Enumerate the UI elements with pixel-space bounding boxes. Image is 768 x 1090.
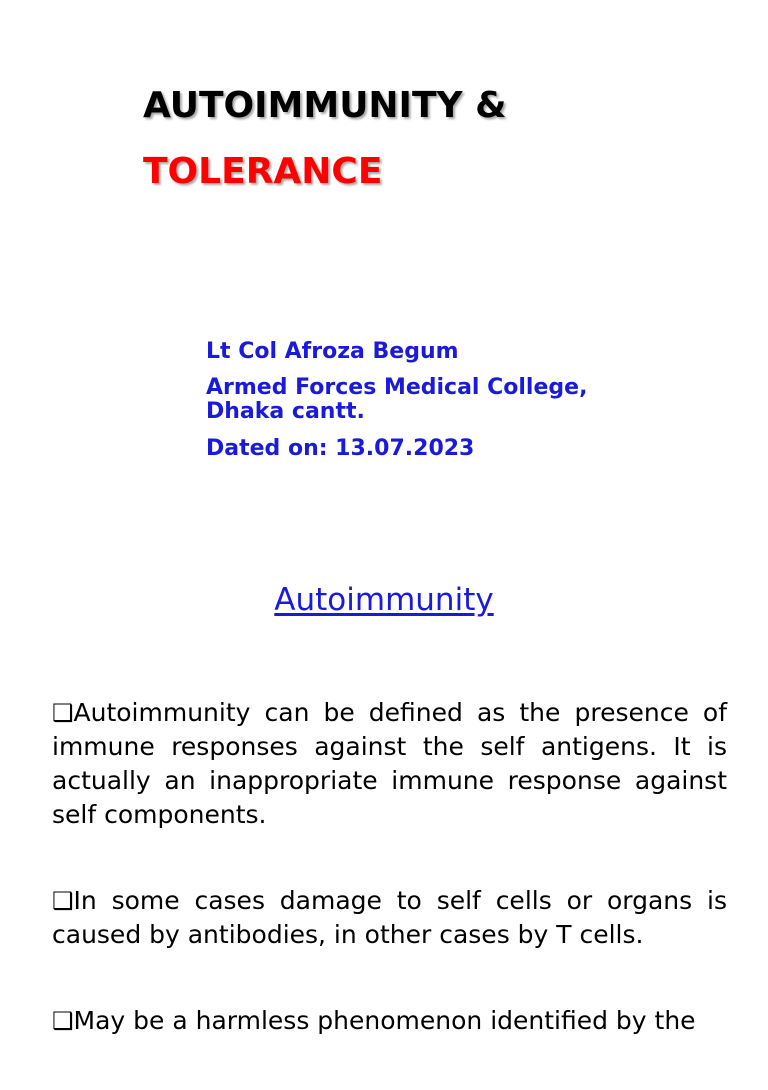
section-heading: Autoimmunity <box>274 582 494 618</box>
checkbox-bullet-icon: ❑ <box>52 887 74 915</box>
checkbox-bullet-icon: ❑ <box>52 1007 74 1035</box>
author-block <box>206 340 726 461</box>
author-name: Lt Col Afroza Begum <box>206 339 459 364</box>
bullet-item <box>52 1004 727 1038</box>
slide-title <box>143 85 507 192</box>
bullet-text: In some cases damage to self cells or organs is caused by antibodies, in other cases by T cells. <box>52 886 727 949</box>
bullet-item <box>52 696 727 832</box>
affiliation-line-2: Dhaka cantt. <box>206 399 365 424</box>
bullet-text: May be a harmless phenomenon identified by the <box>73 1006 696 1035</box>
presentation-date: Dated on: 13.07.2023 <box>206 436 475 461</box>
affiliation-line-1: Armed Forces Medical College, <box>206 375 588 400</box>
checkbox-bullet-icon: ❑ <box>52 699 74 727</box>
bullet-list <box>52 696 727 1090</box>
title-line-autoimmunity: AUTOIMMUNITY & <box>143 85 507 126</box>
bullet-item <box>52 884 727 952</box>
author-affiliation <box>206 376 726 424</box>
bullet-text: Autoimmunity can be defined as the presence of immune responses against the self antigens. It is actually an inappropriate immune response against self components. <box>52 698 727 829</box>
title-line-tolerance: TOLERANCE <box>143 151 383 192</box>
